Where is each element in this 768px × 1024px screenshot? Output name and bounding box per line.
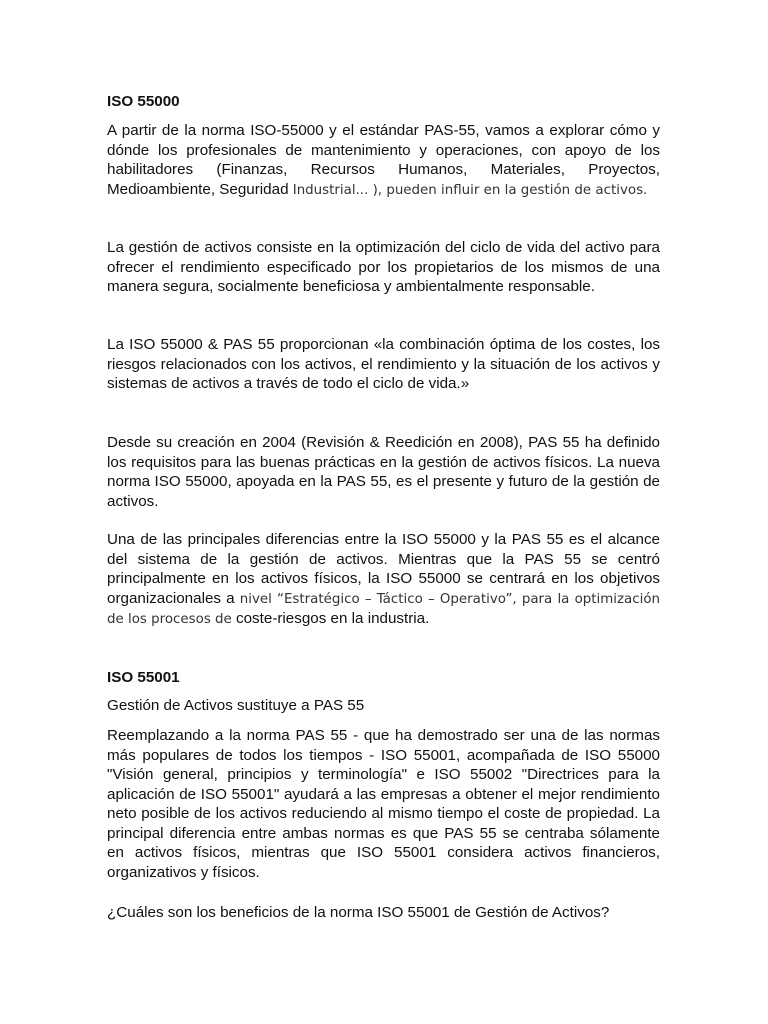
section-heading-iso-55001: ISO 55001 [107,669,180,686]
paragraph-asset-management-definition: La gestión de activos consiste en la optimización del ciclo de vida del activo para ofrecer el rendimiento especificado por los propietarios de los mismos de una manera segura, socialmente beneficiosa y ambientalmente responsable. [107,239,660,295]
paragraph-differences [107,530,660,630]
paragraph-differences-levels: nivel “Estratégico – Táctico – Operativo”, para la optimización de los procesos de [107,591,660,627]
paragraph-optimal-combination: La ISO 55000 & PAS 55 proporcionan «la combinación óptima de los costes, los riesgos relacionados con los activos, el rendimiento y la situación de los activos y sistemas de activos a través de todo el ciclo de vida.» [107,336,660,392]
section-subtitle: Gestión de Activos sustituye a PAS 55 [107,697,365,714]
paragraph-replacing-pas55: Reemplazando a la norma PAS 55 - que ha demostrado ser una de las normas más populares de todos los tiempos - ISO 55001, acompañada de ISO 55000 "Visión general, principios y terminología" e ISO 55002 "Directrices para la aplicación de ISO 55001" ayudará a las empresas a obtener el mejor rendimiento neto posible de los activos reduciendo al mismo tiempo el coste de propiedad. La principal diferencia entre ambas normas es que PAS 55 se centraba sólamente en activos físicos, mientras que ISO 55001 considera activos financieros, organizativos y físicos. [107,727,660,881]
paragraph-intro [107,121,660,200]
paragraph-differences-text: Una de las principales diferencias entre la ISO 55000 y la PAS 55 es el alcance del sistema de la gestión de activos. Mientras que la PAS 55 se centró principalmente en los activos físicos, la ISO 55000 se centrará en los objetivos organizacionales a [107,531,660,607]
question-benefits: ¿Cuáles son los beneficios de la norma ISO 55001 de Gestión de Activos? [107,904,610,921]
paragraph-intro-tail: Industrial... ), pueden influir en la gestión de activos. [292,182,648,198]
paragraph-differences-end: coste-riesgos en la industria. [231,610,430,627]
section-heading-iso-55000: ISO 55000 [107,93,180,110]
paragraph-intro-text: A partir de la norma ISO-55000 y el estándar PAS-55, vamos a explorar cómo y dónde los profesionales de mantenimiento y operaciones, con apoyo de los habilitadores (Finanzas, Recursos Humanos, Materiales, Proyectos, Medioambiente, Seguridad [107,122,660,198]
paragraph-pas55-history: Desde su creación en 2004 (Revisión & Reedición en 2008), PAS 55 ha definido los requisitos para las buenas prácticas en la gestión de activos físicos. La nueva norma ISO 55000, apoyada en la PAS 55, es el presente y futuro de la gestión de activos. [107,434,660,510]
